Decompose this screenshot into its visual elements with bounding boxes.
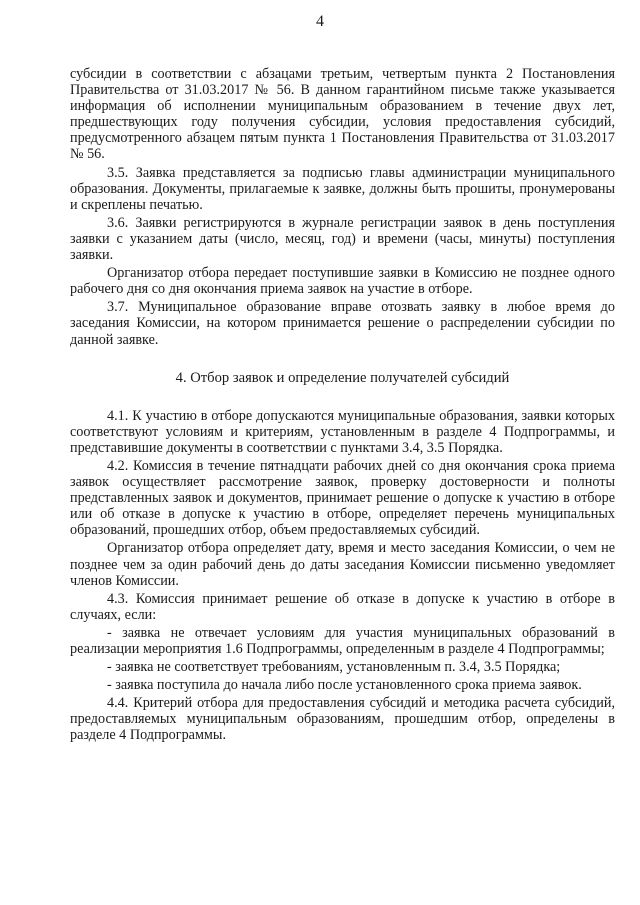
list-item-conditions: - заявка не отвечает условиям для участия муниципальных образований в реализации мероприятия 1.6 Подпрограммы, определенным в разделе 4 Подпрограммы; [70,624,615,657]
paragraph-3-5: 3.5. Заявка представляется за подписью главы администрации муниципального образования. Документы, прилагаемые к заявке, должны быть прошиты, пронумерованы и скреплены печатью. [70,164,615,213]
paragraph-4-3: 4.3. Комиссия принимает решение об отказе в допуске к участию в отборе в случаях, если: [70,590,615,623]
list-item-deadline: - заявка поступила до начала либо после установленного срока приема заявок. [107,677,582,694]
paragraph-4-2: 4.2. Комиссия в течение пятнадцати рабочих дней со дня окончания срока приема заявок осуществляет рассмотрение заявок, проверку достоверности и полноты представленных заявок и документов, принимает решение о допуске к участию в отборе или об отказе в допуске к участию в отборе, определяет перечень муниципальных образований, прошедших отбор, объем предоставляемых субсидий. [70,457,615,539]
paragraph-organizer-transfer: Организатор отбора передает поступившие заявки в Комиссию не позднее одного рабочего дня со дня окончания приема заявок на участие в отборе. [70,265,615,298]
paragraph-continuation: субсидии в соответствии с абзацами третьим, четвертым пункта 2 Постановления Правительства от 31.03.2017 № 56. В данном гарантийном письме также указывается информация об исполнении муниципальным образованием в течение двух лет, предшествующих году получения субсидии, условия предоставления субсидий, предусмотренного абзацем пятым пункта 1 Постановления Правительства от 31.03.2017 № 56. [70,66,615,163]
page-number: 4 [316,13,324,30]
paragraph-4-4: 4.4. Критерий отбора для предоставления субсидий и методика расчета субсидий, предоставляемых муниципальным образованиям, прошедшим отбор, определены в разделе 4 Подпрограммы. [70,695,615,744]
paragraph-4-1: 4.1. К участию в отборе допускаются муниципальные образования, заявки которых соответствуют условиям и критериям, установленным в разделе 4 Подпрограммы, и представившие документы в соответствии с пунктами 3.4, 3.5 Порядка. [70,407,615,456]
paragraph-organizer-date: Организатор отбора определяет дату, время и место заседания Комиссии, о чем не позднее чем за один рабочий день до даты заседания Комиссии письменно уведомляет членов Комиссии. [70,540,615,589]
paragraph-3-6: 3.6. Заявки регистрируются в журнале регистрации заявок в день поступления заявки с указанием даты (число, месяц, год) и времени (часы, минуты) поступления заявки. [70,214,615,264]
paragraph-3-7: 3.7. Муниципальное образование вправе отозвать заявку в любое время до заседания Комиссии, на котором принимается решение о распределении субсидии по данной заявке. [70,299,615,348]
document-body [70,66,615,744]
list-item-requirements: - заявка не соответствует требованиям, установленным п. 3.4, 3.5 Порядка; [107,659,561,676]
section-title: 4. Отбор заявок и определение получателей субсидий [175,369,510,386]
